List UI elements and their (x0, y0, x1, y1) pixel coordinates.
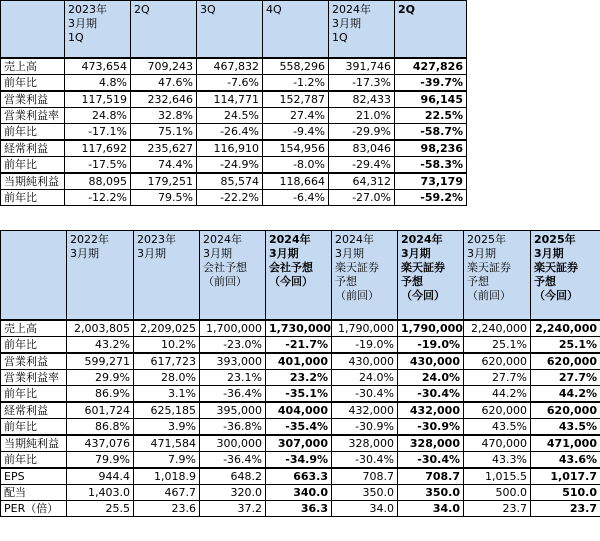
table-cell: 2,003,805 (67, 320, 134, 337)
row-label: 当期純利益 (1, 173, 65, 190)
table-cell: 620,000 (464, 353, 531, 370)
table-cell: 1,017.7 (531, 468, 600, 485)
table-cell: 86.9% (67, 386, 134, 403)
table-cell: -19.0% (398, 337, 464, 354)
table-cell: 24.0% (332, 370, 398, 386)
table-cell: 152,787 (263, 91, 329, 108)
table-cell: 663.3 (266, 468, 332, 485)
column-header: 2025年 3月期 楽天証券 予想 （前回） (464, 231, 531, 321)
table-cell: 467.7 (134, 485, 200, 501)
table-cell: 709,243 (131, 58, 197, 75)
table-cell: -35.1% (266, 386, 332, 403)
table-row (1, 140, 467, 157)
table-cell: 404,000 (266, 402, 332, 419)
table-cell: -23.0% (200, 337, 266, 354)
table-cell: 617,723 (134, 353, 200, 370)
table-cell: 82,433 (329, 91, 395, 108)
table-cell: -58.3% (395, 157, 467, 174)
table-cell: 23.7 (464, 501, 531, 517)
table-cell: 307,000 (266, 435, 332, 452)
table-cell: 43.5% (464, 419, 531, 436)
row-label: PER（倍） (1, 501, 67, 517)
table-cell: 648.2 (200, 468, 266, 485)
table-cell: 79.9% (67, 452, 134, 469)
table-cell: 708.7 (398, 468, 464, 485)
table-cell: 395,000 (200, 402, 266, 419)
column-header: 2024年 3月期 楽天証券 予想 （前回） (332, 231, 398, 321)
table-cell: -29.4% (329, 157, 395, 174)
table-cell: 1,018.9 (134, 468, 200, 485)
quarterly-results-table (0, 0, 467, 206)
table-cell: 28.0% (134, 370, 200, 386)
column-header: 2023年 3月期 (134, 231, 200, 321)
row-label: 営業利益率 (1, 370, 67, 386)
table-cell: 430,000 (332, 353, 398, 370)
row-label: EPS (1, 468, 67, 485)
table-cell: 432,000 (332, 402, 398, 419)
table-cell: -19.0% (332, 337, 398, 354)
column-header: 2Q (131, 1, 197, 59)
table-cell: 154,956 (263, 140, 329, 157)
table-cell: -12.2% (65, 190, 131, 206)
row-label: 営業利益 (1, 353, 67, 370)
table-cell: 24.8% (65, 108, 131, 124)
table-row (1, 485, 600, 501)
row-label: 営業利益率 (1, 108, 65, 124)
table-cell: 300,000 (200, 435, 266, 452)
row-label: 経常利益 (1, 140, 65, 157)
table-cell: 340.0 (266, 485, 332, 501)
table-cell: 85,574 (197, 173, 263, 190)
table-cell: 37.2 (200, 501, 266, 517)
table-cell: 27.7% (464, 370, 531, 386)
table-cell: 470,000 (464, 435, 531, 452)
table-cell: -35.4% (266, 419, 332, 436)
table-row (1, 435, 600, 452)
table-row (1, 370, 600, 386)
table-cell: -21.7% (266, 337, 332, 354)
table-cell: 118,664 (263, 173, 329, 190)
table-cell: -17.3% (329, 75, 395, 92)
header-corner (1, 1, 65, 59)
table-cell: 350.0 (398, 485, 464, 501)
table-cell: 471,584 (134, 435, 200, 452)
row-label: 前年比 (1, 386, 67, 403)
table-cell: 601,724 (67, 402, 134, 419)
table-cell: -17.1% (65, 124, 131, 141)
table-row (1, 419, 600, 436)
table-cell: 10.2% (134, 337, 200, 354)
table-cell: -27.0% (329, 190, 395, 206)
table-cell: 25.1% (531, 337, 600, 354)
table-cell: 29.9% (67, 370, 134, 386)
table-cell: 328,000 (398, 435, 464, 452)
table-cell: 708.7 (332, 468, 398, 485)
table-cell: -30.4% (398, 452, 464, 469)
table-row (1, 75, 467, 92)
table-row (1, 91, 467, 108)
table-cell: 21.0% (329, 108, 395, 124)
table-cell: 43.3% (464, 452, 531, 469)
table-cell: 44.2% (464, 386, 531, 403)
table-cell: -36.8% (200, 419, 266, 436)
column-header: 4Q (263, 1, 329, 59)
table-cell: -59.2% (395, 190, 467, 206)
table-cell: -24.9% (197, 157, 263, 174)
table-cell: 44.2% (531, 386, 600, 403)
table-row (1, 337, 600, 354)
table-cell: -30.9% (398, 419, 464, 436)
table-row (1, 124, 467, 141)
header-corner (1, 231, 67, 321)
table-row (1, 402, 600, 419)
table-cell: -8.0% (263, 157, 329, 174)
row-label: 売上高 (1, 58, 65, 75)
table-cell: 25.1% (464, 337, 531, 354)
row-label: 前年比 (1, 190, 65, 206)
table-cell: 24.5% (197, 108, 263, 124)
table-cell: 47.6% (131, 75, 197, 92)
column-header: 2024年 3月期 会社予想 （今回） (266, 231, 332, 321)
table-cell: 83,046 (329, 140, 395, 157)
table-cell: 467,832 (197, 58, 263, 75)
table-cell: 320.0 (200, 485, 266, 501)
column-header: 2024年 3月期 1Q (329, 1, 395, 59)
table-cell: -58.7% (395, 124, 467, 141)
table-row (1, 190, 467, 206)
table-cell: 179,251 (131, 173, 197, 190)
table-cell: 620,000 (531, 402, 600, 419)
table-cell: 473,654 (65, 58, 131, 75)
column-header: 2022年 3月期 (67, 231, 134, 321)
table-cell: 43.2% (67, 337, 134, 354)
table-cell: -1.2% (263, 75, 329, 92)
row-label: 営業利益 (1, 91, 65, 108)
table-cell: 944.4 (67, 468, 134, 485)
table-row (1, 108, 467, 124)
table-cell: 73,179 (395, 173, 467, 190)
table-row (1, 320, 600, 337)
row-label: 前年比 (1, 157, 65, 174)
table-cell: 500.0 (464, 485, 531, 501)
table-cell: 117,519 (65, 91, 131, 108)
table-cell: 24.0% (398, 370, 464, 386)
column-header: 2024年 3月期 楽天証券 予想 （今回） (398, 231, 464, 321)
table-cell: 27.4% (263, 108, 329, 124)
table-cell: 620,000 (531, 353, 600, 370)
table-cell: -17.5% (65, 157, 131, 174)
table-cell: -9.4% (263, 124, 329, 141)
table-cell: -26.4% (197, 124, 263, 141)
table-cell: 23.1% (200, 370, 266, 386)
table-cell: -36.4% (200, 452, 266, 469)
row-label: 前年比 (1, 337, 67, 354)
table-cell: 558,296 (263, 58, 329, 75)
table-cell: 1,730,000 (266, 320, 332, 337)
table-cell: 391,746 (329, 58, 395, 75)
table-cell: 75.1% (131, 124, 197, 141)
table-row (1, 501, 600, 517)
table-cell: 7.9% (134, 452, 200, 469)
table-cell: -7.6% (197, 75, 263, 92)
table-row (1, 386, 600, 403)
table-cell: 117,692 (65, 140, 131, 157)
table-cell: -6.4% (263, 190, 329, 206)
table-cell: 350.0 (332, 485, 398, 501)
table-cell: 471,000 (531, 435, 600, 452)
table-cell: -36.4% (200, 386, 266, 403)
table-cell: 116,910 (197, 140, 263, 157)
row-label: 前年比 (1, 419, 67, 436)
table-cell: 510.0 (531, 485, 600, 501)
table-cell: 98,236 (395, 140, 467, 157)
column-header: 3Q (197, 1, 263, 59)
table-cell: 235,627 (131, 140, 197, 157)
table-cell: 25.5 (67, 501, 134, 517)
table-row (1, 468, 600, 485)
annual-forecast-table (0, 230, 600, 517)
table-cell: 401,000 (266, 353, 332, 370)
table-cell: -30.4% (332, 452, 398, 469)
table-cell: 43.5% (531, 419, 600, 436)
table-cell: 27.7% (531, 370, 600, 386)
table-cell: 96,145 (395, 91, 467, 108)
table-cell: -30.4% (332, 386, 398, 403)
table-row (1, 58, 467, 75)
table-row (1, 157, 467, 174)
table-cell: 23.2% (266, 370, 332, 386)
table-cell: -29.9% (329, 124, 395, 141)
table-cell: 88,095 (65, 173, 131, 190)
table-cell: 86.8% (67, 419, 134, 436)
row-label: 前年比 (1, 452, 67, 469)
table-cell: 79.5% (131, 190, 197, 206)
column-header: 2Q (395, 1, 467, 59)
table-cell: 599,271 (67, 353, 134, 370)
table-cell: 328,000 (332, 435, 398, 452)
table-cell: 23.7 (531, 501, 600, 517)
table-row (1, 353, 600, 370)
table-cell: 64,312 (329, 173, 395, 190)
table-cell: 23.6 (134, 501, 200, 517)
table-cell: -30.4% (398, 386, 464, 403)
table-cell: 114,771 (197, 91, 263, 108)
table-cell: 1,700,000 (200, 320, 266, 337)
table-cell: 4.8% (65, 75, 131, 92)
table-cell: 620,000 (464, 402, 531, 419)
table-row (1, 173, 467, 190)
row-label: 配当 (1, 485, 67, 501)
table-cell: 427,826 (395, 58, 467, 75)
table-cell: 22.5% (395, 108, 467, 124)
table-cell: 2,240,000 (464, 320, 531, 337)
table-row (1, 452, 600, 469)
table-cell: -34.9% (266, 452, 332, 469)
table-cell: 32.8% (131, 108, 197, 124)
table-cell: 437,076 (67, 435, 134, 452)
table-cell: 625,185 (134, 402, 200, 419)
table-cell: 393,000 (200, 353, 266, 370)
table-cell: 1,403.0 (67, 485, 134, 501)
column-header: 2023年 3月期 1Q (65, 1, 131, 59)
table-cell: 74.4% (131, 157, 197, 174)
row-label: 前年比 (1, 124, 65, 141)
row-label: 当期純利益 (1, 435, 67, 452)
column-header: 2025年 3月期 楽天証券 予想 （今回） (531, 231, 600, 321)
table-cell: -22.2% (197, 190, 263, 206)
column-header: 2024年 3月期 会社予想 （前回） (200, 231, 266, 321)
table-cell: 1,790,000 (398, 320, 464, 337)
table-cell: 430,000 (398, 353, 464, 370)
table-cell: 43.6% (531, 452, 600, 469)
table-cell: 2,240,000 (531, 320, 600, 337)
table-cell: 432,000 (398, 402, 464, 419)
table-cell: 3.1% (134, 386, 200, 403)
table-cell: 34.0 (332, 501, 398, 517)
table-cell: 232,646 (131, 91, 197, 108)
table-cell: 3.9% (134, 419, 200, 436)
table-cell: -30.9% (332, 419, 398, 436)
table-cell: 34.0 (398, 501, 464, 517)
table-cell: 36.3 (266, 501, 332, 517)
table-cell: -39.7% (395, 75, 467, 92)
table-cell: 2,209,025 (134, 320, 200, 337)
table-cell: 1,015.5 (464, 468, 531, 485)
row-label: 売上高 (1, 320, 67, 337)
row-label: 経常利益 (1, 402, 67, 419)
row-label: 前年比 (1, 75, 65, 92)
table-cell: 1,790,000 (332, 320, 398, 337)
